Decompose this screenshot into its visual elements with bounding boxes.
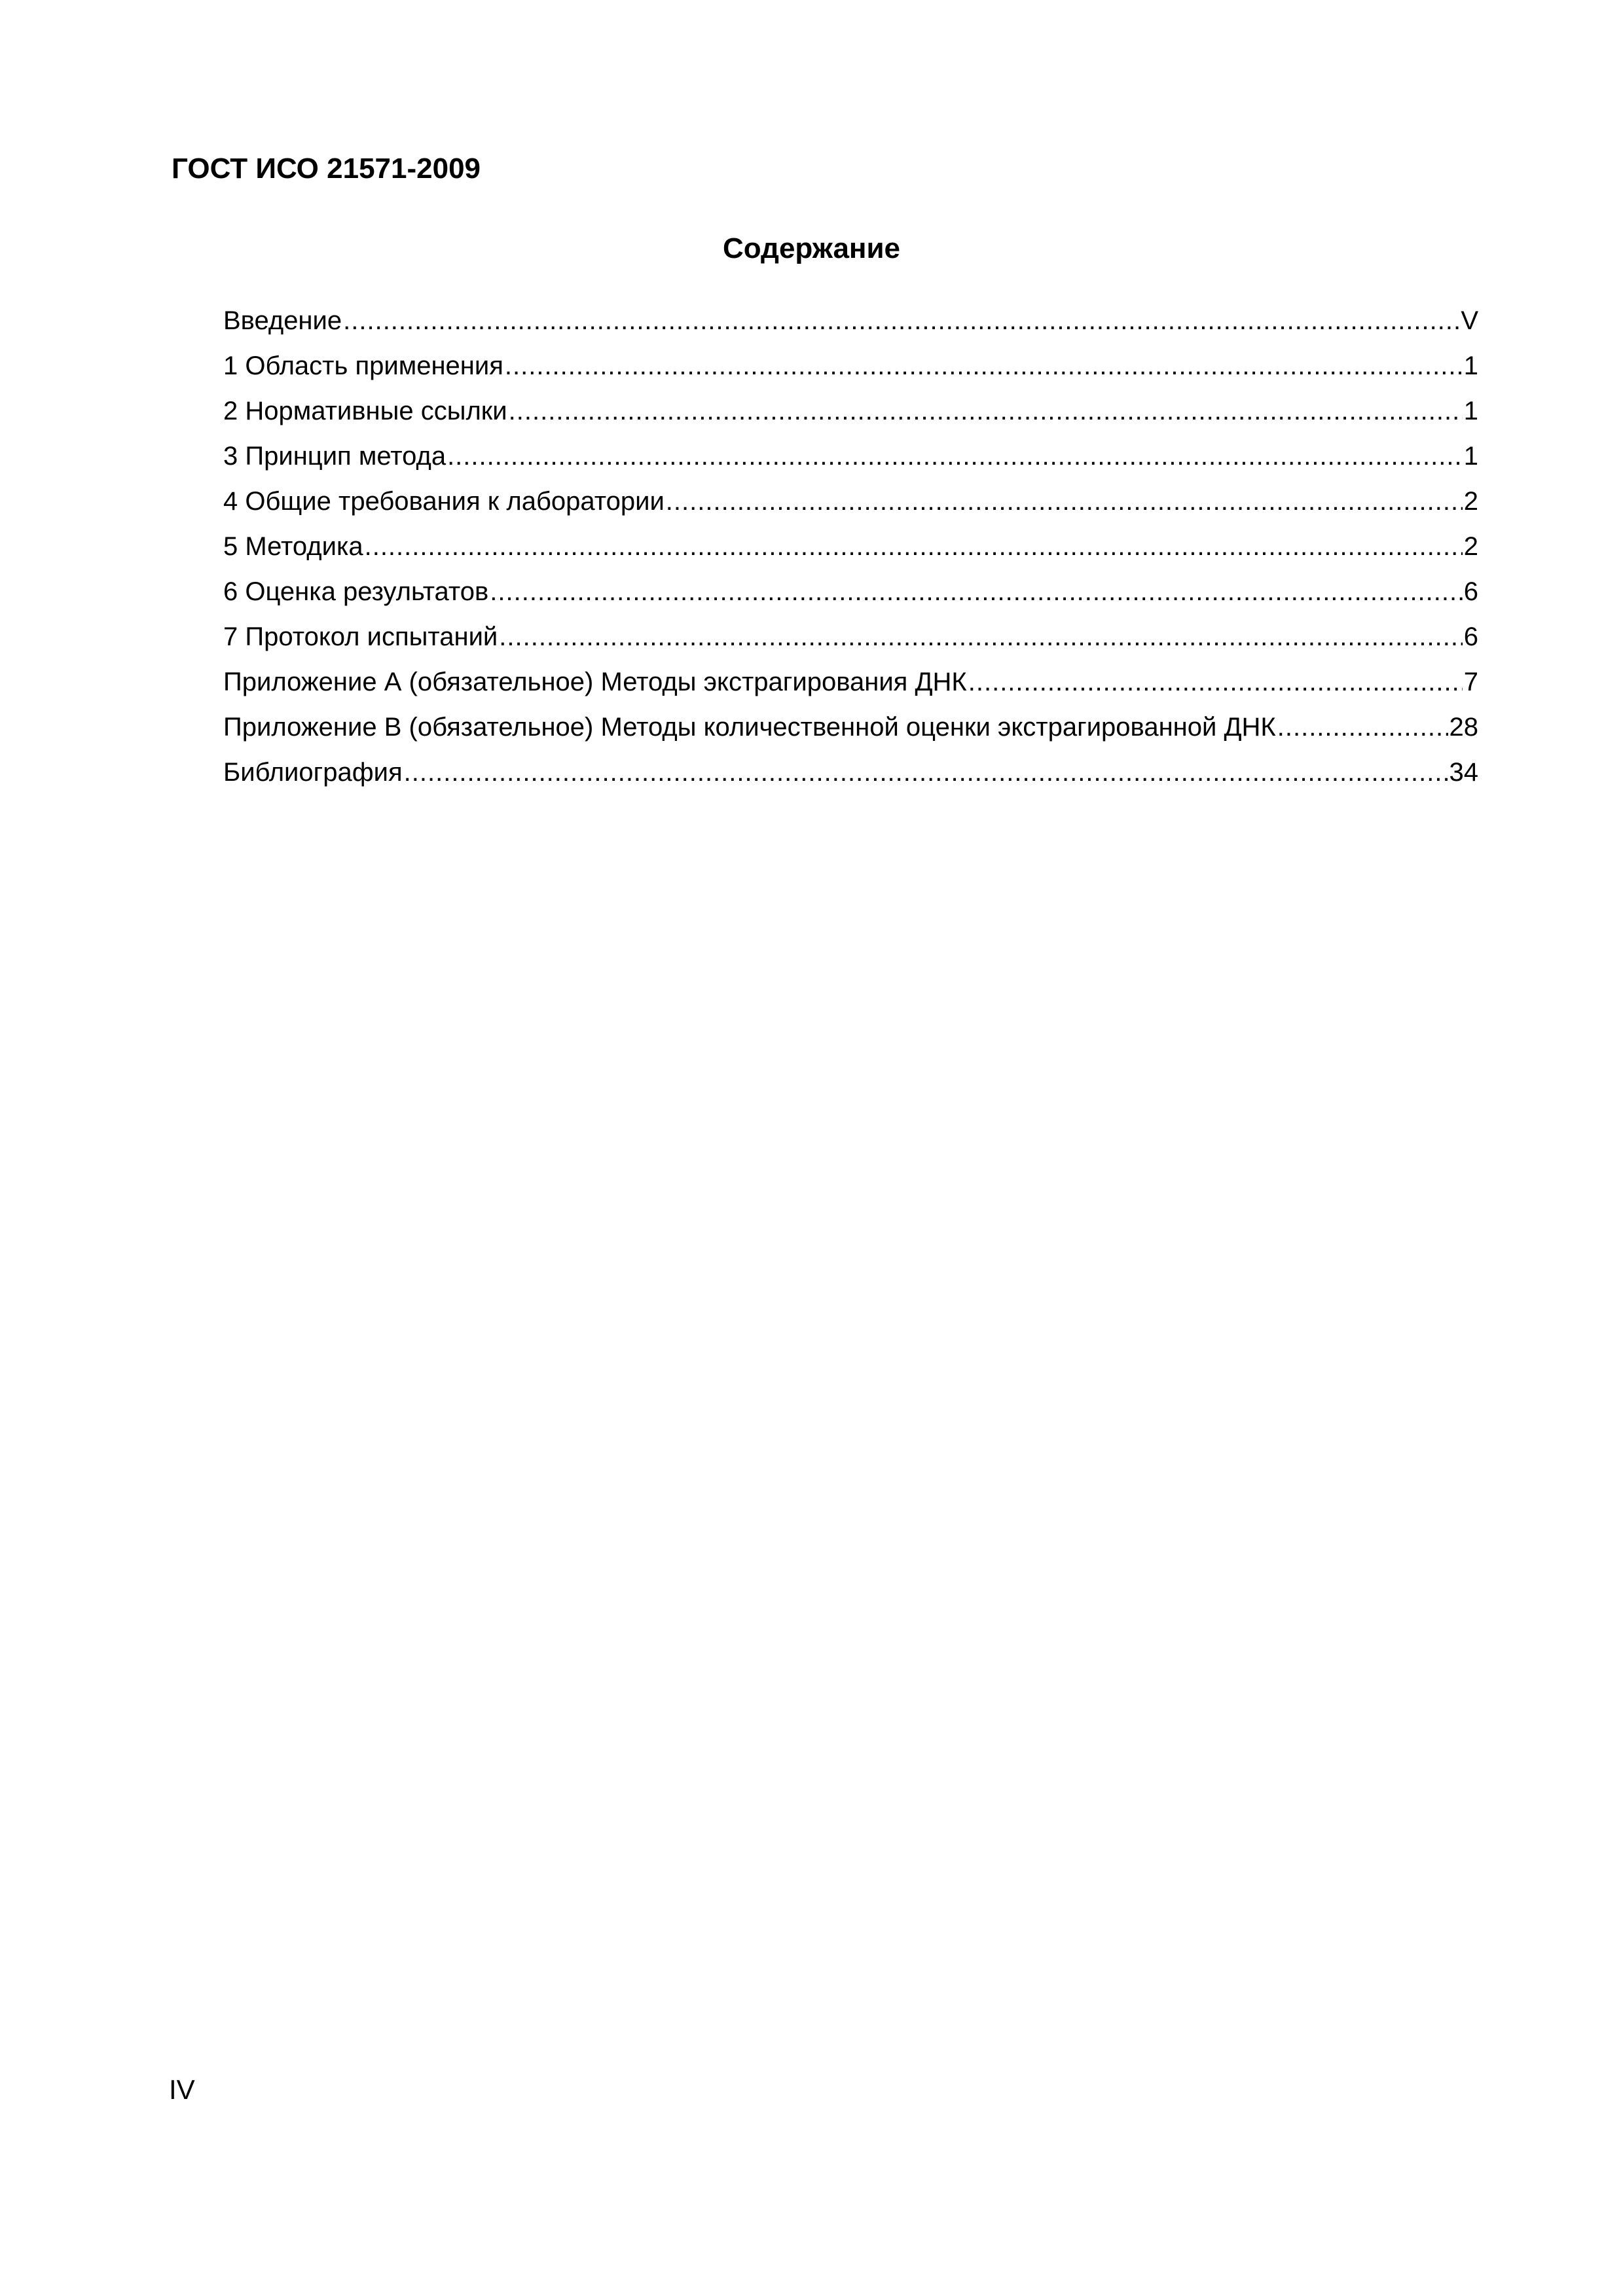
toc-item-annex-a[interactable] [223, 660, 1478, 705]
toc-item-page: 2 [1463, 532, 1478, 561]
toc-item-page: V [1461, 306, 1478, 335]
toc-item-page: 2 [1463, 487, 1478, 516]
page-number: IV [169, 2074, 195, 2105]
toc-item-lab-requirements[interactable] [223, 479, 1478, 524]
toc-leader-dots [343, 298, 1459, 344]
toc-leader-dots [1277, 705, 1448, 750]
toc-item-label: Приложение В (обязательное) Методы количественной оценки экстрагированной ДНК [223, 713, 1276, 742]
toc-item-label: Библиография [223, 758, 403, 787]
toc-title: Содержание [722, 232, 901, 264]
toc-item-label: Приложение А (обязательное) Методы экстрагирования ДНК [223, 668, 967, 696]
toc-item-page: 28 [1449, 713, 1478, 742]
toc-item-page: 1 [1463, 442, 1478, 471]
toc-item-method-principle[interactable] [223, 434, 1478, 479]
toc-item-introduction[interactable] [223, 298, 1478, 344]
toc-leader-dots [404, 750, 1448, 795]
toc-item-label: 6 Оценка результатов [223, 577, 489, 606]
toc-leader-dots [365, 524, 1463, 569]
document-header-code: ГОСТ ИСО 21571-2009 [172, 152, 481, 185]
toc-item-label: Введение [223, 306, 342, 335]
toc-item-results-evaluation[interactable] [223, 569, 1478, 615]
toc-leader-dots [968, 660, 1463, 705]
toc-item-page: 1 [1463, 351, 1478, 380]
toc-item-label: 5 Методика [223, 532, 363, 561]
toc-leader-dots [509, 389, 1463, 434]
toc-item-bibliography[interactable] [223, 750, 1478, 795]
toc-item-scope[interactable] [223, 344, 1478, 389]
toc-item-page: 34 [1449, 758, 1478, 787]
toc-item-page: 1 [1463, 397, 1478, 425]
toc-leader-dots [447, 434, 1463, 479]
toc-leader-dots [666, 479, 1463, 524]
toc-item-label: 1 Область применения [223, 351, 503, 380]
table-of-contents [223, 298, 1478, 795]
toc-leader-dots [499, 615, 1462, 660]
toc-item-label: 7 Протокол испытаний [223, 622, 498, 651]
toc-item-page: 7 [1463, 668, 1478, 696]
toc-leader-dots [505, 344, 1463, 389]
toc-item-label: 4 Общие требования к лаборатории [223, 487, 665, 516]
toc-item-normative-references[interactable] [223, 389, 1478, 434]
toc-item-label: 3 Принцип метода [223, 442, 447, 471]
toc-item-test-report[interactable] [223, 615, 1478, 660]
toc-item-procedure[interactable] [223, 524, 1478, 569]
toc-item-page: 6 [1463, 622, 1478, 651]
toc-leader-dots [490, 569, 1462, 615]
toc-item-page: 6 [1463, 577, 1478, 606]
toc-item-annex-b[interactable] [223, 705, 1478, 750]
toc-item-label: 2 Нормативные ссылки [223, 397, 507, 425]
